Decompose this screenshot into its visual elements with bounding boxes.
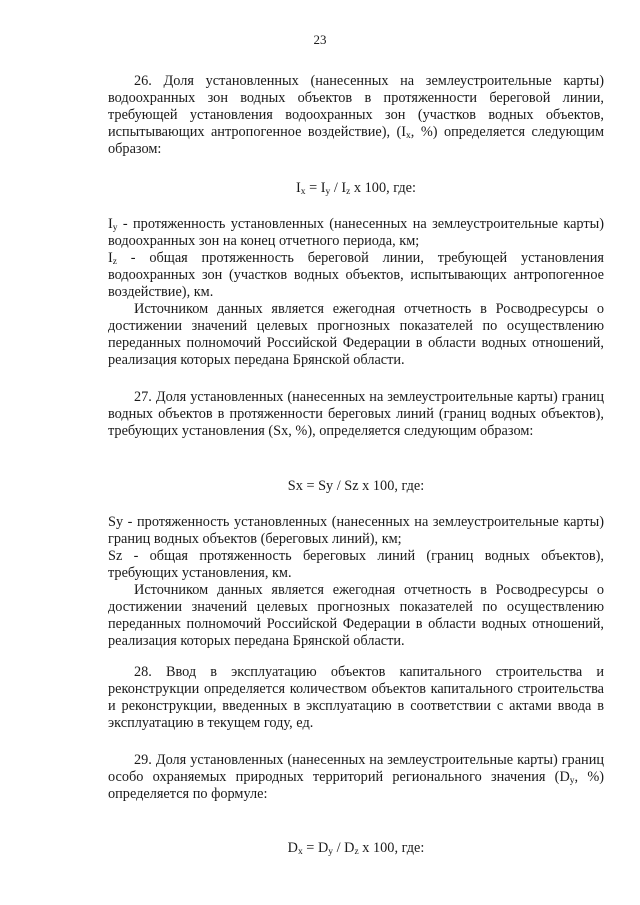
def-text: - протяженность установленных (нанесенных на землеустроительные карты) водоохранных зон на конец отчетного периода, км; bbox=[108, 216, 604, 249]
definition-sy: Sy - протяженность установленных (нанесенных на землеустроительные карты) границ водных объектов (береговых линий), км; bbox=[108, 514, 604, 547]
page-number: 23 bbox=[313, 32, 327, 47]
formula-sub: y bbox=[328, 847, 334, 857]
item-29-text-b: , %) определяется по формуле: bbox=[108, 769, 604, 802]
item-26-formula bbox=[108, 180, 604, 197]
item-29-paragraph bbox=[108, 752, 604, 803]
def-text: - общая протяженность береговой линии, требующей установления водоохранных зон (участков водных объектов, испытывающих антропогенное воздействие), км. bbox=[108, 250, 604, 300]
formula-term: / I bbox=[330, 180, 347, 196]
item-27-formula bbox=[108, 478, 604, 495]
formula-sub: x bbox=[300, 187, 306, 197]
def-sub: y bbox=[112, 223, 118, 233]
definition-sz: Sz - общая протяженность береговых линий (границ водных объектов), требующих установления, км. bbox=[108, 548, 604, 581]
item-27-definitions bbox=[108, 514, 604, 650]
item-27-paragraph bbox=[108, 389, 604, 440]
formula-sub: z bbox=[354, 847, 359, 857]
formula-term: x 100, где: bbox=[358, 840, 425, 856]
item-26-text-b: , %) определяется следующим образом: bbox=[108, 124, 604, 157]
item-29-formula bbox=[108, 840, 604, 857]
item-26-paragraph bbox=[108, 73, 604, 158]
formula-term: x 100, где: bbox=[350, 180, 416, 196]
definition-iy bbox=[108, 216, 604, 250]
formula-sub: y bbox=[325, 187, 331, 197]
item-29-sub: y bbox=[569, 776, 575, 786]
formula-term: I bbox=[296, 180, 301, 196]
item-28-text: 28. Ввод в эксплуатацию объектов капитального строительства и реконструкции определяется количеством объектов капитального строительства и реконструкции, введенных в эксплуатацию в соответствии с актами ввода в эксплуатацию в текущем году, ед. bbox=[108, 664, 604, 731]
formula-term: / D bbox=[333, 840, 355, 856]
item-27-source: Источником данных является ежегодная отчетность в Росводресурсы о достижении значений целевых прогнозных показателей по осуществлению переданных полномочий Российской Федерации в области водных отношений, реализация которых передана Брянской области. bbox=[108, 582, 604, 649]
def-symbol: I bbox=[108, 216, 113, 232]
formula-term: = I bbox=[305, 180, 326, 196]
formula-term: = D bbox=[302, 840, 329, 856]
item-26-sub: x bbox=[406, 131, 411, 141]
item-29-text-a: 29. Доля установленных (нанесенных на землеустроительные карты) границ особо охраняемых природных территорий регионального значения (D bbox=[108, 752, 604, 785]
formula-sub: x bbox=[297, 847, 303, 857]
definition-iz bbox=[108, 250, 604, 301]
item-27-text: 27. Доля установленных (нанесенных на землеустроительные карты) границ водных объектов в протяженности береговых линий (границ водных объектов), требующих установления (Sx, %), определяется следующим образом: bbox=[108, 389, 604, 439]
formula-sx: Sx = Sy / Sz x 100, где: bbox=[287, 478, 425, 494]
formula-sub: z bbox=[346, 187, 351, 197]
item-26-text-a: 26. Доля установленных (нанесенных на землеустроительные карты) водоохранных зон водных объектов в протяженности береговой линии, требующей установления водоохранных зон (участков водных объектов, испытывающих антропогенное воздействие), (I bbox=[108, 73, 604, 140]
item-28-paragraph bbox=[108, 664, 604, 732]
item-26-definitions bbox=[108, 216, 604, 369]
def-symbol: I bbox=[108, 250, 113, 266]
item-26-source: Источником данных является ежегодная отчетность в Росводресурсы о достижении значений целевых прогнозных показателей по осуществлению переданных полномочий Российской Федерации в области водных отношений, реализация которых передана Брянской области. bbox=[108, 301, 604, 368]
formula-term: D bbox=[287, 840, 298, 856]
def-sub: z bbox=[112, 257, 117, 267]
